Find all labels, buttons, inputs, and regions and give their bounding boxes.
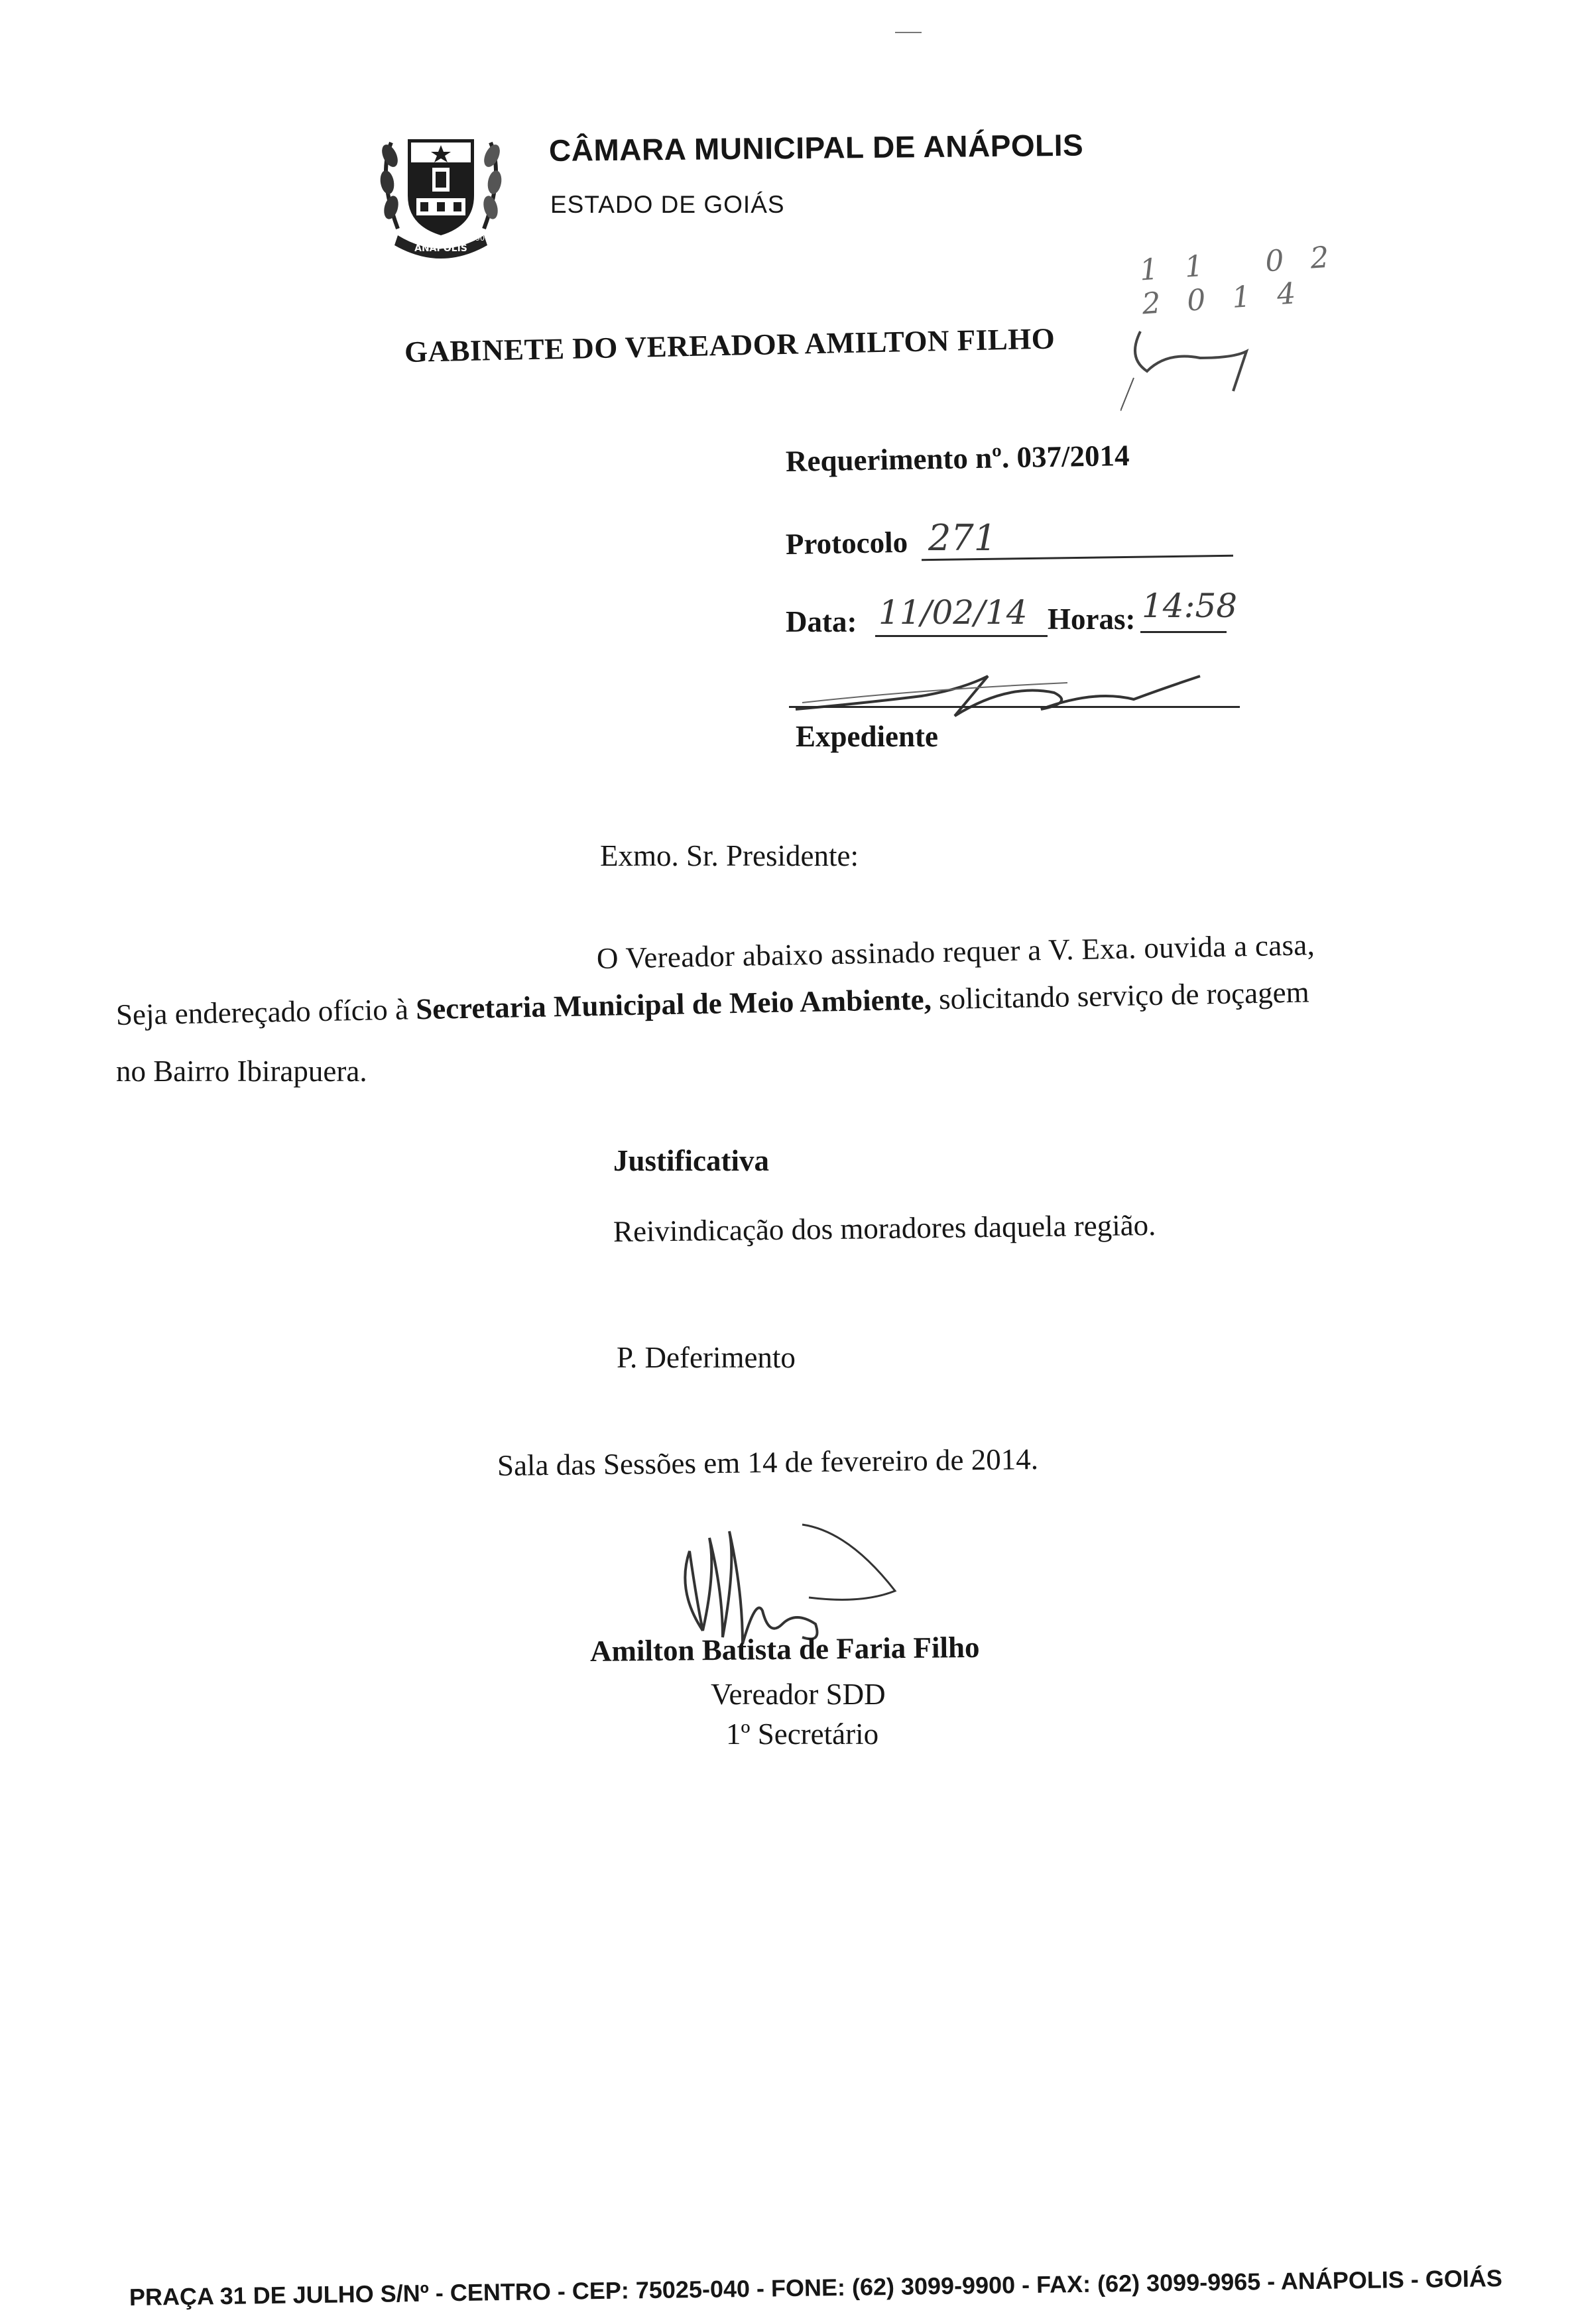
expedient-label: Expediente: [796, 720, 939, 753]
initials-signature: [1120, 312, 1266, 411]
protocol-handwritten-value: 271: [928, 517, 997, 559]
hours-underline: [1140, 631, 1227, 633]
signatory-name: Amilton Batista de Faria Filho: [589, 1630, 980, 1668]
date-underline: [875, 635, 1048, 637]
expedient-line: [789, 706, 1240, 708]
handwritten-received-date: 11 02 2014: [1138, 238, 1357, 321]
crest-year: 1907: [471, 234, 489, 243]
signatory-position: 1º Secretário: [726, 1717, 879, 1751]
cabinet-heading: GABINETE DO VEREADOR AMILTON FILHO: [404, 321, 1056, 369]
request-text-suffix: solicitando serviço de roçagem: [931, 975, 1310, 1016]
hours-label: Horas:: [1048, 603, 1136, 636]
date-handwritten-value: 11/02/14: [878, 593, 1028, 632]
request-paragraph-line-1: O Vereador abaixo assinado requer a V. Exa. ouvida a casa,: [596, 928, 1315, 975]
signatory-role: Vereador SDD: [711, 1678, 886, 1711]
crest-ribbon-text: ANÁPOLIS: [414, 243, 467, 254]
place-and-date: Sala das Sessões em 14 de fevereiro de 2014.: [497, 1442, 1039, 1482]
scan-mark: [895, 32, 922, 33]
justification-text: Reivindicação dos moradores daquela região.: [613, 1208, 1156, 1248]
secretariat-name: Secretaria Municipal de Meio Ambiente,: [415, 982, 932, 1026]
justification-title: Justificativa: [613, 1144, 769, 1177]
crest-logo: [371, 129, 511, 262]
requirement-number: Requerimento nº. 037/2014: [785, 438, 1130, 478]
closing: P. Deferimento: [617, 1341, 796, 1374]
request-paragraph-line-2: [116, 974, 1310, 1032]
salutation: Exmo. Sr. Presidente:: [600, 839, 859, 872]
hours-handwritten-value: 14:58: [1142, 587, 1238, 625]
state-subtitle: ESTADO DE GOIÁS: [550, 191, 785, 218]
protocol-label: Protocolo: [785, 525, 908, 561]
request-text-prefix: Seja endereçado ofício à: [115, 992, 416, 1031]
institution-title: CÂMARA MUNICIPAL DE ANÁPOLIS: [548, 127, 1084, 168]
footer-address: PRAÇA 31 DE JULHO S/Nº - CENTRO - CEP: 75025-040 - FONE: (62) 3099-9900 - FAX: (62) 3099-9965 - ANÁPOLIS - GOIÁS: [129, 2264, 1503, 2311]
request-paragraph-line-3: no Bairro Ibirapuera.: [116, 1055, 367, 1088]
date-label: Data:: [786, 605, 857, 638]
